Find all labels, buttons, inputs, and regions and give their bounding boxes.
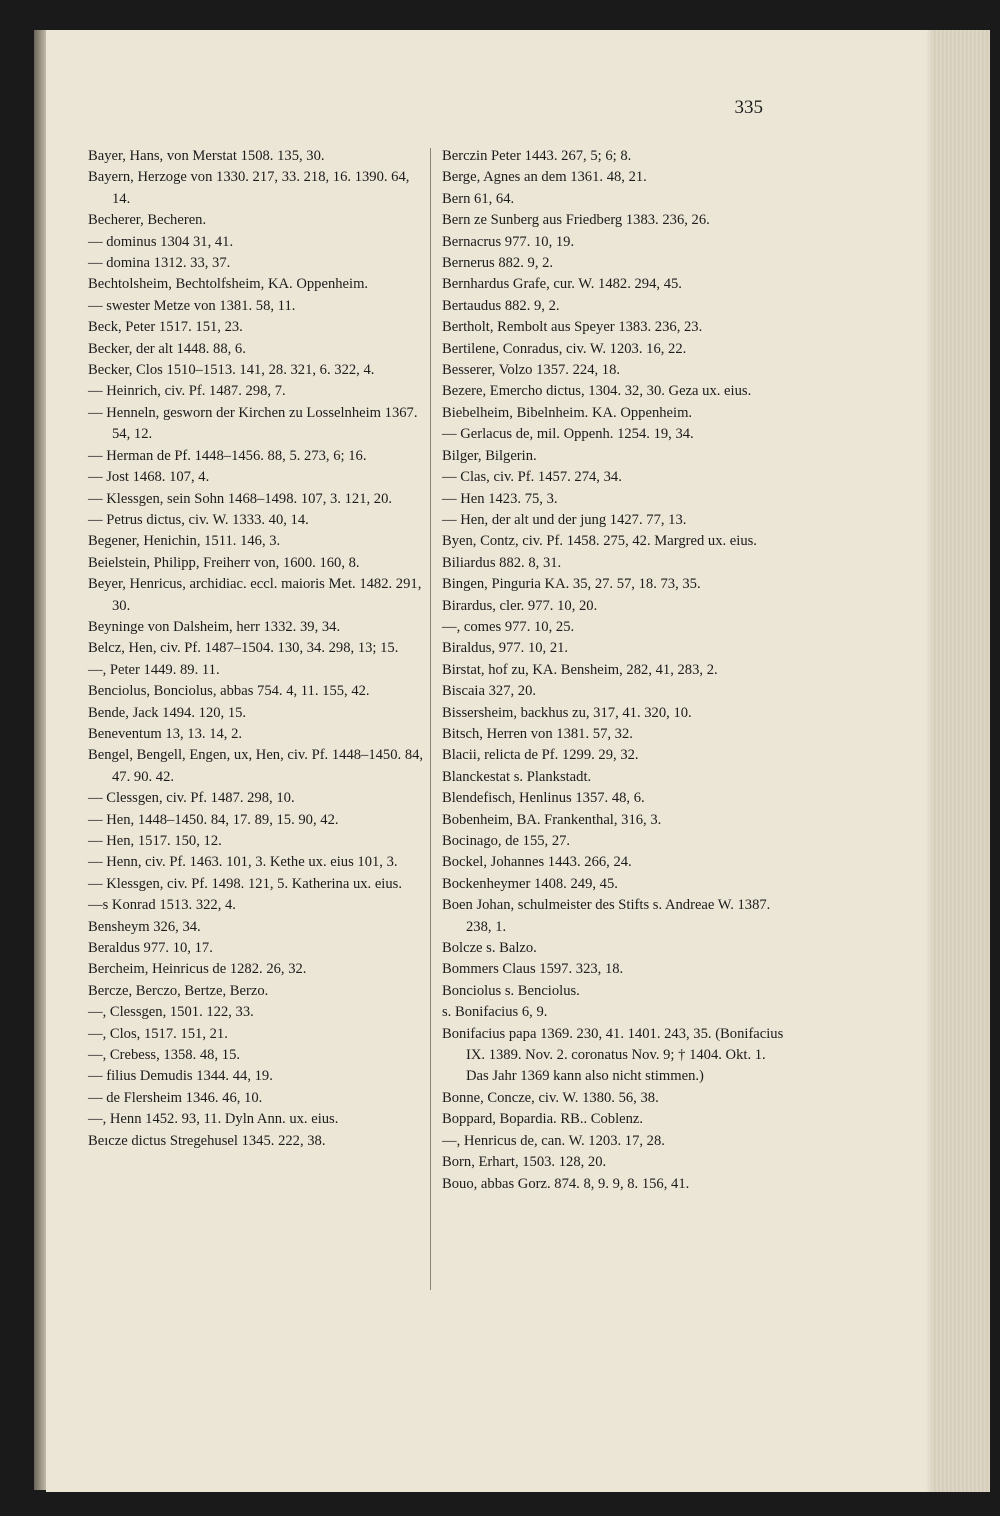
column-divider <box>430 148 431 1290</box>
index-entry: — Hen, 1448–1450. 84, 17. 89, 15. 90, 42. <box>88 811 339 828</box>
index-entry: Bockel, Johannes 1443. 266, 24. <box>442 854 632 871</box>
index-entry: — Herman de Pf. 1448–1456. 88, 5. 273, 6; 16. <box>88 447 367 464</box>
index-entry: Bobenheim, BA. Frankenthal, 316, 3. <box>442 811 662 828</box>
index-column-right <box>442 146 792 1195</box>
index-entry: Blanckestat s. Plankstadt. <box>442 768 592 785</box>
index-entry: — Petrus dictus, civ. W. 1333. 40, 14. <box>88 511 309 528</box>
index-entry: Bende, Jack 1494. 120, 15. <box>88 704 247 721</box>
index-entry: Bommers Claus 1597. 323, 18. <box>442 961 624 978</box>
index-entry: Boppard, Bopardia. RB.. Coblenz. <box>442 1111 644 1128</box>
index-entry: Bechtolsheim, Bechtolfsheim, KA. Oppenheim. <box>88 276 369 293</box>
index-entry: Beneventum 13, 13. 14, 2. <box>88 725 243 742</box>
index-entry: Bensheym 326, 34. <box>88 918 201 935</box>
index-entry: Bertaudus 882. 9, 2. <box>442 297 560 314</box>
index-entry: Belcz, Hen, civ. Pf. 1487–1504. 130, 34. 298, 13; 15. <box>88 640 399 657</box>
index-entry: Besserer, Volzo 1357. 224, 18. <box>442 362 621 379</box>
page-number: 335 <box>734 97 763 118</box>
index-entry: Bernacrus 977. 10, 19. <box>442 233 575 250</box>
index-entry: Bilger, Bilgerin. <box>442 447 537 464</box>
index-entry: Becker, Clos 1510–1513. 141, 28. 321, 6. 322, 4. <box>88 362 375 379</box>
index-entry: Berczin Peter 1443. 267, 5; 6; 8. <box>442 148 632 164</box>
index-entry: Bitsch, Herren von 1381. 57, 32. <box>442 725 633 742</box>
index-entry: — de Flersheim 1346. 46, 10. <box>88 1089 263 1106</box>
index-entry: Biraldus, 977. 10, 21. <box>442 640 569 657</box>
index-entry: Bertholt, Rembolt aus Speyer 1383. 236, 23. <box>442 319 703 336</box>
index-entry: Bonifacius papa 1369. 230, 41. 1401. 243, 35. (Bonifacius IX. 1389. Nov. 2. coronatus Nov. 9; † 1404. Okt. 1. Das Jahr 1369 kann also nicht stimmen.) <box>442 1025 787 1085</box>
page-edge <box>932 30 990 1492</box>
index-entry: Beyer, Henricus, archidiac. eccl. maioris Met. 1482. 291, 30. <box>88 576 425 614</box>
index-entry: Beraldus 977. 10, 17. <box>88 940 213 957</box>
index-entry: —, Clessgen, 1501. 122, 33. <box>88 1004 254 1021</box>
index-entry: — Hen 1423. 75, 3. <box>442 490 558 507</box>
index-column-left <box>88 146 428 1152</box>
index-entry: Byen, Contz, civ. Pf. 1458. 275, 42. Margred ux. eius. <box>442 533 757 550</box>
index-entry: — Hen, 1517. 150, 12. <box>88 833 222 849</box>
index-entry: Birstat, hof zu, KA. Bensheim, 282, 41, 283, 2. <box>442 661 718 678</box>
index-entry: s. Bonifacius 6, 9. <box>442 1004 548 1021</box>
index-entry: Bezere, Emercho dictus, 1304. 32, 30. Geza ux. eius. <box>442 383 752 400</box>
index-entry: —, Clos, 1517. 151, 21. <box>88 1025 228 1042</box>
index-entry: Born, Erhart, 1503. 128, 20. <box>442 1154 607 1171</box>
index-entry: —, Crebess, 1358. 48, 15. <box>88 1047 241 1064</box>
index-entry: Bayer, Hans, von Merstat 1508. 135, 30. <box>88 148 325 164</box>
index-entry: Bengel, Bengell, Engen, ux, Hen, civ. Pf. 1448–1450. 84, 47. 90. 42. <box>88 747 427 785</box>
index-entry: Beielstein, Philipp, Freiherr von, 1600. 160, 8. <box>88 554 360 571</box>
index-entry: — Clas, civ. Pf. 1457. 274, 34. <box>442 469 622 486</box>
index-entry: — filius Demudis 1344. 44, 19. <box>88 1068 273 1085</box>
index-entry: Birardus, cler. 977. 10, 20. <box>442 597 598 614</box>
index-entry: Berge, Agnes an dem 1361. 48, 21. <box>442 169 647 186</box>
index-entry: — domina 1312. 33, 37. <box>88 255 231 272</box>
index-entry: —, Henricus de, can. W. 1203. 17, 28. <box>442 1132 665 1149</box>
index-entry: Biebelheim, Bibelnheim. KA. Oppenheim. <box>442 404 693 421</box>
index-entry: —, Henn 1452. 93, 11. Dyln Ann. ux. eius. <box>88 1111 339 1128</box>
index-entry: Bern ze Sunberg aus Friedberg 1383. 236, 26. <box>442 212 710 229</box>
index-entry: Bernhardus Grafe, cur. W. 1482. 294, 45. <box>442 276 682 293</box>
index-entry: — Klessgen, civ. Pf. 1498. 121, 5. Katherina ux. eius. <box>88 875 402 892</box>
index-entry: —, comes 977. 10, 25. <box>442 618 575 635</box>
index-entry: Bolcze s. Balzo. <box>442 940 537 957</box>
index-entry: Bern 61, 64. <box>442 190 515 207</box>
index-entry: — dominus 1304 31, 41. <box>88 233 234 250</box>
index-entry: — Clessgen, civ. Pf. 1487. 298, 10. <box>88 790 295 807</box>
index-entry: Blendefisch, Henlinus 1357. 48, 6. <box>442 790 645 807</box>
index-entry: — Hen, der alt und der jung 1427. 77, 13. <box>442 511 687 528</box>
index-entry: — Jost 1468. 107, 4. <box>88 469 210 486</box>
index-entry: Benciolus, Bonciolus, abbas 754. 4, 11. 155, 42. <box>88 683 370 700</box>
index-entry: — Gerlacus de, mil. Oppenh. 1254. 19, 34. <box>442 426 694 443</box>
index-entry: Bouo, abbas Gorz. 874. 8, 9. 9, 8. 156, 41. <box>442 1175 690 1192</box>
index-entry: Bockenheymer 1408. 249, 45. <box>442 875 618 892</box>
index-entry: — Henn, civ. Pf. 1463. 101, 3. Kethe ux. eius 101, 3. <box>88 854 398 871</box>
index-entry: Bonne, Concze, civ. W. 1380. 56, 38. <box>442 1089 659 1106</box>
index-entry: Bocinago, de 155, 27. <box>442 833 571 849</box>
index-entry: Becherer, Becheren. <box>88 212 207 229</box>
index-entry: Beck, Peter 1517. 151, 23. <box>88 319 243 336</box>
index-entry: — Heinrich, civ. Pf. 1487. 298, 7. <box>88 383 286 400</box>
index-entry: — swester Metze von 1381. 58, 11. <box>88 297 296 314</box>
index-entry: Beyninge von Dalsheim, herr 1332. 39, 34. <box>88 618 341 635</box>
index-entry: Bonciolus s. Benciolus. <box>442 982 580 999</box>
index-entry: — Henneln, gesworn der Kirchen zu Losselnheim 1367. 54, 12. <box>88 404 422 443</box>
index-entry: — Klessgen, sein Sohn 1468–1498. 107, 3. 121, 20. <box>88 490 393 507</box>
index-entry: —s Konrad 1513. 322, 4. <box>88 897 236 914</box>
index-entry: Bercheim, Heinricus de 1282. 26, 32. <box>88 961 307 978</box>
index-entry: Bingen, Pinguria KA. 35, 27. 57, 18. 73, 35. <box>442 576 701 593</box>
index-entry: Beıcze dictus Stregehusel 1345. 222, 38. <box>88 1132 326 1149</box>
index-entry: Biscaia 327, 20. <box>442 683 537 700</box>
index-entry: Begener, Henichin, 1511. 146, 3. <box>88 533 281 550</box>
index-entry: Bertilene, Conradus, civ. W. 1203. 16, 22. <box>442 340 687 357</box>
index-entry: Bayern, Herzoge von 1330. 217, 33. 218, 16. 1390. 64, 14. <box>88 169 414 207</box>
index-entry: Bernerus 882. 9, 2. <box>442 255 554 272</box>
index-entry: Biliardus 882. 8, 31. <box>442 554 562 571</box>
index-entry: Bissersheim, backhus zu, 317, 41. 320, 10. <box>442 704 692 721</box>
index-entry: Becker, der alt 1448. 88, 6. <box>88 340 246 357</box>
index-entry: Blacii, relicta de Pf. 1299. 29, 32. <box>442 747 639 764</box>
index-entry: —, Peter 1449. 89. 11. <box>88 661 220 678</box>
index-entry: Boen Johan, schulmeister des Stifts s. Andreae W. 1387. 238, 1. <box>442 897 774 935</box>
index-entry: Bercze, Berczo, Bertze, Berzo. <box>88 982 269 999</box>
